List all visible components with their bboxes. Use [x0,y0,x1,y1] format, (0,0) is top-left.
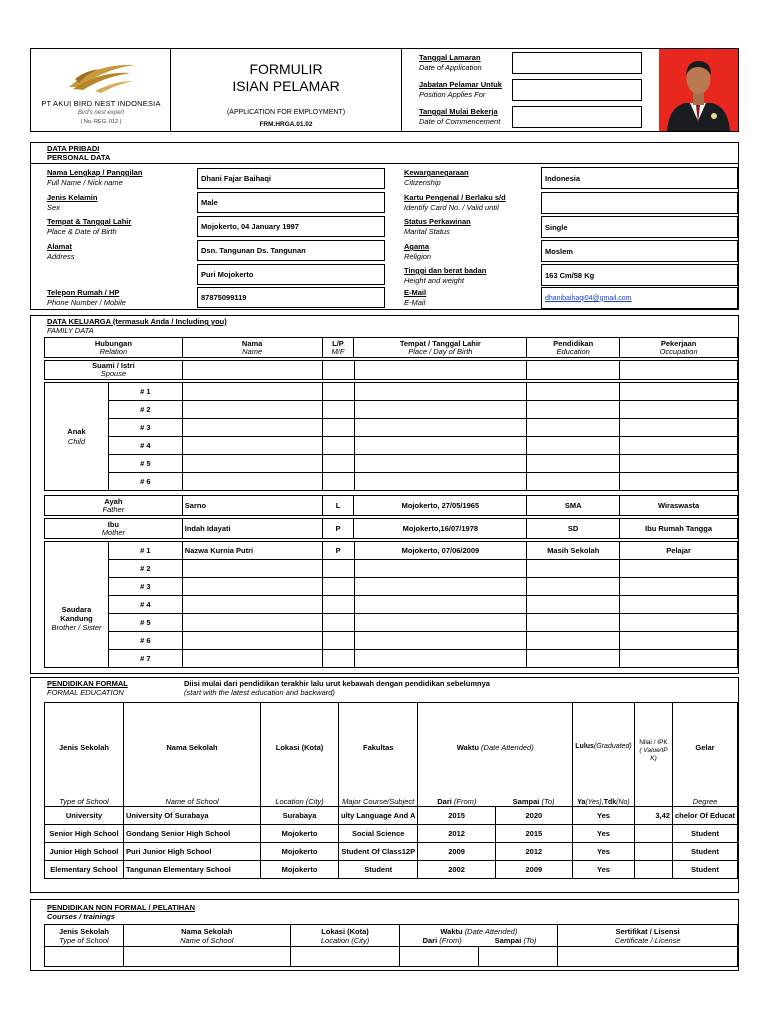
commencement-sub: Date of Commencement [419,117,501,126]
family-section-sub: FAMILY DATA [47,326,94,335]
sibling-label: Saudara Kandung Brother / Sister [45,542,109,668]
child-sex-cell[interactable] [322,455,354,473]
edu-type[interactable]: University [45,807,124,825]
sibling-birth[interactable] [354,578,527,596]
company-name: PT AKUI BIRD NEST INDONESIA [41,99,161,108]
position-field[interactable] [512,79,642,101]
sibling-edu[interactable]: Masih Sekolah [527,542,620,560]
edu-type[interactable]: Junior High School [45,843,124,861]
nonformal-col-certificate: Sertifikat / Lisensi Certificate / License [558,925,738,947]
child-edu-cell[interactable] [527,383,620,401]
edu-from[interactable]: 2009 [418,843,495,861]
edu-school[interactable]: Puri Junior High School [124,843,261,861]
child-edu-cell[interactable] [527,473,620,491]
company-reg: ( No. REG. 012 ) [80,119,122,125]
edu-degree[interactable]: chelor Of Educat [672,807,737,825]
edu-gpa[interactable] [634,861,672,879]
sibling-sex[interactable] [322,596,354,614]
nonformal-location-cell[interactable] [290,947,400,967]
edu-degree[interactable]: Student [672,843,737,861]
idcard-field[interactable] [541,192,738,214]
father-row [45,496,738,516]
edu-col-faculty: Fakultas Major Course/Subject [339,703,418,807]
child-job-cell[interactable] [620,437,738,455]
form-code: FRM.HRGA.01.02 [259,121,313,128]
nonformal-certificate-cell[interactable] [558,947,738,967]
spouse-name-cell[interactable] [182,361,322,380]
edu-school[interactable]: Tangunan Elementary School [124,861,261,879]
edu-col-name: Nama Sekolah Name of School [124,703,261,807]
nonformal-col-type: Jenis Sekolah Type of School [45,925,124,947]
sibling-birth[interactable]: Mojokerto, 07/06/2009 [354,542,527,560]
sibling-name[interactable] [182,578,322,596]
edu-to[interactable]: 2020 [495,807,572,825]
sibling-sex[interactable]: P [322,542,354,560]
spouse-row [45,361,738,380]
sibling-birth[interactable] [354,560,527,578]
edu-type[interactable]: Elementary School [45,861,124,879]
applicant-photo [659,49,738,131]
edu-type[interactable]: Senior High School [45,825,124,843]
edu-to[interactable]: 2015 [495,825,572,843]
phone-sub: Phone Number / Mobile [47,298,126,307]
siblings-table [44,541,738,668]
formal-edu-title: PENDIDIKAN FORMAL [47,679,128,688]
sibling-sex[interactable] [322,650,354,668]
edu-gpa[interactable] [634,843,672,861]
sibling-no: # 2 [108,560,182,578]
personal-divider [30,163,739,164]
edu-graduated[interactable]: Yes [572,807,634,825]
formal-edu-row [45,843,738,861]
sibling-job[interactable] [620,614,738,632]
nonformal-col-location: Lokasi (Kota) Location (City) [290,925,400,947]
edu-location[interactable]: Surabaya [261,807,339,825]
family-col-education: Pendidikan Education [527,338,620,358]
sibling-row [45,614,738,632]
citizenship-label: Kewarganegaraan [404,168,469,177]
sibling-sex[interactable] [322,560,354,578]
family-col-name: Nama Name [182,338,322,358]
edu-from[interactable]: 2015 [418,807,495,825]
edu-faculty[interactable]: Social Science [339,825,418,843]
application-date-field[interactable] [512,52,642,74]
bird-nest-logo-icon [65,57,137,95]
email-link[interactable]: dhanibaihaqi04@gmail.com [545,294,632,302]
child-edu-cell[interactable] [527,401,620,419]
child-birth-cell[interactable] [354,419,527,437]
family-section-title: DATA KELUARGA (termasuk Anda / Including you) [47,317,227,326]
personal-section-title: DATA PRIBADI [47,144,100,153]
father-label: Ayah Father [45,496,183,516]
parents-table [44,495,738,516]
sibling-edu[interactable] [527,650,620,668]
edu-from[interactable]: 2012 [418,825,495,843]
address-sub: Address [47,252,75,261]
child-name-cell[interactable] [182,455,322,473]
mother-label: Ibu Mother [45,519,183,539]
family-col-occupation: Pekerjaan Occupation [620,338,738,358]
birth-label: Tempat & Tanggal Lahir [47,217,132,226]
edu-col-date: Waktu (Date Attended) Dari (From) Sampai (To) [418,703,573,807]
child-sex-cell[interactable] [322,383,354,401]
sibling-row [45,560,738,578]
sibling-row [45,542,738,560]
sibling-no: # 5 [108,614,182,632]
sibling-row [45,596,738,614]
sibling-no: # 1 [108,542,182,560]
sibling-birth[interactable] [354,596,527,614]
sex-sub: Sex [47,203,60,212]
sibling-job[interactable] [620,650,738,668]
child-row [45,473,738,491]
formal-edu-note: Diisi mulai dari pendidikan terakhir lalu urut kebawah dengan pendidikan sebelumnya [184,679,490,688]
spouse-table [44,360,738,380]
child-row [45,419,738,437]
edu-faculty[interactable]: Student [339,861,418,879]
edu-graduated[interactable]: Yes [572,825,634,843]
sibling-edu[interactable] [527,578,620,596]
address-label: Alamat [47,242,73,251]
applicant-portrait-icon [659,49,738,131]
birth-field[interactable]: Mojokerto, 04 January 1997 [197,216,385,237]
child-job-cell[interactable] [620,455,738,473]
child-name-cell[interactable] [182,473,322,491]
child-job-cell[interactable] [620,419,738,437]
nonformal-table [44,924,738,967]
phone-field[interactable]: 87875099119 [197,287,385,308]
fullname-sub: Full Name / Nick name [47,178,123,187]
mother-sex[interactable]: P [322,519,354,539]
sibling-job[interactable] [620,578,738,596]
child-name-cell[interactable] [182,401,322,419]
company-tagline: Bird's nest expert [77,110,125,116]
marital-sub: Marital Status [404,227,450,236]
mother-row [45,519,738,539]
sibling-edu[interactable] [527,596,620,614]
child-no: # 5 [108,455,182,473]
nonformal-to-cell[interactable] [479,947,558,967]
position-label: Jabatan Pelamar Untuk [419,80,502,89]
address-field-1[interactable]: Dsn. Tangunan Ds. Tangunan [197,240,385,261]
nonformal-header-row [45,925,738,947]
formal-edu-row [45,861,738,879]
form-title-line1: FORMULIR [249,61,323,77]
email-label: E-Mail [404,288,427,297]
sibling-name[interactable] [182,560,322,578]
phone-label: Telepon Rumah / HP [47,288,120,297]
spouse-job-cell[interactable] [620,361,738,380]
sibling-name[interactable] [182,596,322,614]
formal-edu-sub: FORMAL EDUCATION [47,688,124,697]
child-no: # 1 [108,383,182,401]
nonformal-name-cell[interactable] [123,947,290,967]
nonformal-from-cell[interactable] [400,947,479,967]
height-weight-field[interactable]: 163 Cm/58 Kg [541,264,738,286]
idcard-sub: Identify Card No. / Valid until [404,203,499,212]
child-job-cell[interactable] [620,383,738,401]
religion-sub: Religion [404,252,432,261]
formal-edu-table [44,702,738,879]
formal-edu-row [45,825,738,843]
edu-faculty[interactable]: ulty Language And A [339,807,418,825]
child-name-cell[interactable] [182,383,322,401]
child-birth-cell[interactable] [354,401,527,419]
company-logo [33,53,169,129]
email-sub: E-Mail [404,298,426,307]
child-row [45,383,738,401]
child-sex-cell[interactable] [322,437,354,455]
birth-sub: Place & Date of Birth [47,227,117,236]
sibling-row [45,578,738,596]
edu-location[interactable]: Mojokerto [261,843,339,861]
form-subtitle: (APPLICATION FOR EMPLOYMENT) [226,109,346,116]
family-col-relation: Hubungan Relation [45,338,183,358]
family-col-birth: Tempat / Tanggal Lahir Place / Day of Birth [354,338,527,358]
edu-col-degree: Gelar Degree [672,703,737,807]
sibling-no: # 7 [108,650,182,668]
child-sex-cell[interactable] [322,401,354,419]
citizenship-sub: Citizenship [404,178,441,187]
marital-field[interactable]: Single [541,216,738,238]
edu-school[interactable]: Gondang Senior High School [124,825,261,843]
edu-gpa[interactable] [634,825,672,843]
father-birth[interactable]: Mojokerto, 27/05/1965 [354,496,527,516]
child-row [45,437,738,455]
child-name-cell[interactable] [182,419,322,437]
child-label: Anak Child [45,383,109,491]
child-row [45,401,738,419]
nonformal-col-date: Waktu (Date Attended) Dari (From) Sampai (To) [400,925,558,947]
edu-graduated[interactable]: Yes [572,861,634,879]
spouse-birth-cell[interactable] [354,361,527,380]
spouse-label: Suami / Istri Spouse [45,361,183,380]
father-name[interactable]: Sarno [182,496,322,516]
sibling-row [45,632,738,650]
citizenship-field[interactable]: Indonesia [541,167,738,189]
child-edu-cell[interactable] [527,419,620,437]
application-date-sub: Date of Application [419,63,482,72]
address-field-2[interactable]: Puri Mojokerto [197,264,385,285]
application-date-label: Tanggal Lamaran [419,53,481,62]
sibling-edu[interactable] [527,614,620,632]
formal-edu-header-row [45,703,738,807]
sibling-no: # 3 [108,578,182,596]
edu-degree[interactable]: Student [672,861,737,879]
sibling-sex[interactable] [322,632,354,650]
sibling-name[interactable]: Nazwa Kurnia Putri [182,542,322,560]
edu-from[interactable]: 2002 [418,861,495,879]
fullname-label: Nama Lengkap / Panggilan [47,168,143,177]
edu-col-graduated: Lulus(Graduated) Ya(Yes),Tdk(No) [572,703,634,807]
sibling-job[interactable] [620,632,738,650]
mother-job[interactable]: Ibu Rumah Tangga [620,519,738,539]
sibling-job[interactable] [620,596,738,614]
child-sex-cell[interactable] [322,473,354,491]
mother-edu[interactable]: SD [527,519,620,539]
edu-gpa[interactable]: 3,42 [634,807,672,825]
idcard-label: Kartu Pengenal / Berlaku s/d [404,193,506,202]
sibling-sex[interactable] [322,578,354,596]
edu-degree[interactable]: Student [672,825,737,843]
child-birth-cell[interactable] [354,383,527,401]
nonformal-row [45,947,738,967]
edu-to[interactable]: 2009 [495,861,572,879]
child-no: # 4 [108,437,182,455]
father-sex[interactable]: L [322,496,354,516]
marital-label: Status Perkawinan [404,217,471,226]
child-no: # 6 [108,473,182,491]
formal-edu-row [45,807,738,825]
father-job[interactable]: Wiraswasta [620,496,738,516]
child-row [45,455,738,473]
edu-school[interactable]: University Of Surabaya [124,807,261,825]
nonformal-title: PENDIDIKAN NON FORMAL / PELATIHAN [47,903,196,912]
child-edu-cell[interactable] [527,455,620,473]
personal-section-sub: PERSONAL DATA [47,153,111,162]
child-no: # 3 [108,419,182,437]
sibling-name[interactable] [182,650,322,668]
form-title-line2: ISIAN PELAMAR [232,78,340,94]
children-table [44,382,738,491]
edu-to[interactable]: 2012 [495,843,572,861]
sex-label: Jenis Kelamin [47,193,98,202]
child-no: # 2 [108,401,182,419]
fullname-field[interactable]: Dhani Fajar Baihaqi [197,168,385,189]
sibling-name[interactable] [182,632,322,650]
child-job-cell[interactable] [620,401,738,419]
mother-name[interactable]: Indah Idayati [182,519,322,539]
spouse-sex-cell[interactable] [322,361,354,380]
child-sex-cell[interactable] [322,419,354,437]
sibling-edu[interactable] [527,560,620,578]
mother-birth[interactable]: Mojokerto,16/07/1978 [354,519,527,539]
sibling-name[interactable] [182,614,322,632]
height-weight-label: Tinggi dan berat badan [404,266,487,275]
commencement-field[interactable] [512,106,642,128]
sibling-sex[interactable] [322,614,354,632]
nonformal-col-name: Nama Sekolah Name of School [123,925,290,947]
sibling-row [45,650,738,668]
header-block [30,48,739,132]
edu-location[interactable]: Mojokerto [261,861,339,879]
sibling-birth[interactable] [354,632,527,650]
position-sub: Position Applies For [419,90,486,99]
nonformal-sub: Courses / trainings [47,912,115,921]
edu-graduated[interactable]: Yes [572,843,634,861]
family-col-sex: L/P M/F [322,338,354,358]
formal-edu-note-sub: (start with the latest education and backward) [184,688,335,697]
sibling-no: # 4 [108,596,182,614]
edu-location[interactable]: Mojokerto [261,825,339,843]
edu-col-type: Jenis Sekolah Type of School [45,703,124,807]
sibling-job[interactable]: Pelajar [620,542,738,560]
religion-label: Agama [404,242,430,251]
child-birth-cell[interactable] [354,473,527,491]
nonformal-type-cell[interactable] [45,947,124,967]
commencement-label: Tanggal Mulai Bekerja [419,107,498,116]
sibling-job[interactable] [620,560,738,578]
edu-col-location: Lokasi (Kota) Location (City) [261,703,339,807]
email-field[interactable] [541,287,738,309]
sibling-no: # 6 [108,632,182,650]
edu-faculty[interactable]: Student Of Class12P [339,843,418,861]
spouse-edu-cell[interactable] [527,361,620,380]
child-birth-cell[interactable] [354,455,527,473]
child-name-cell[interactable] [182,437,322,455]
sibling-birth[interactable] [354,614,527,632]
family-header-table [44,337,738,358]
sibling-edu[interactable] [527,632,620,650]
father-edu[interactable]: SMA [527,496,620,516]
edu-col-gpa: Nilai / IPK ( Value/IP K) [634,703,672,807]
child-edu-cell[interactable] [527,437,620,455]
sibling-birth[interactable] [354,650,527,668]
religion-field[interactable]: Moslem [541,240,738,262]
title-divider [401,49,402,131]
sex-field[interactable]: Male [197,192,385,213]
child-birth-cell[interactable] [354,437,527,455]
child-job-cell[interactable] [620,473,738,491]
height-weight-sub: Height and weight [404,276,465,285]
mother-table [44,518,738,539]
